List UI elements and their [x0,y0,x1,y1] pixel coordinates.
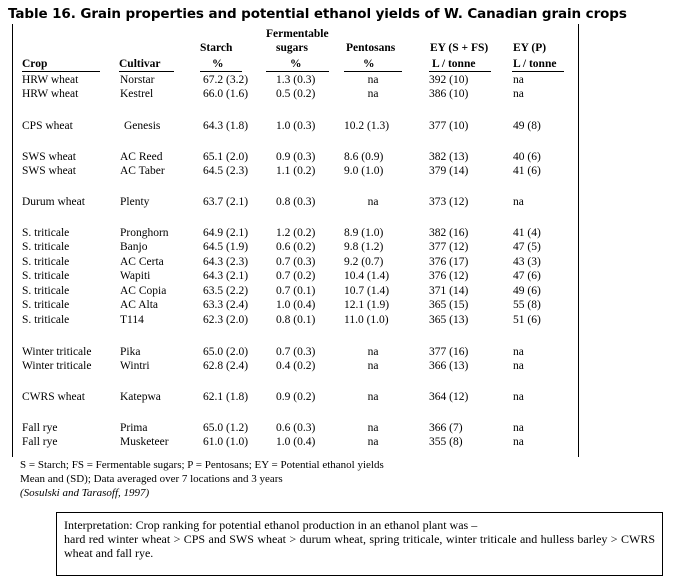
header-starch: Starch [200,42,233,54]
crop-cell: S. triticale [22,285,70,297]
crop-cell: HRW wheat [22,74,79,86]
table-row [13,226,578,240]
starch-cell: 64.9 (2.1) [203,227,249,239]
pentosans-cell: 8.9 (1.0) [344,227,384,239]
ey-p-cell: 55 (8) [513,299,541,311]
pentosans-cell: 10.7 (1.4) [344,285,390,297]
table-row [13,435,578,449]
crop-cell: CPS wheat [22,120,73,132]
ey-p-cell: 47 (5) [513,241,541,253]
crop-cell: S. triticale [22,270,70,282]
ey-p-underline [512,71,564,72]
header-ey-p-unit: L / tonne [513,58,557,70]
header-ey-sfs: EY (S + FS) [430,42,489,54]
starch-cell: 64.3 (1.8) [203,120,249,132]
pentosans-cell: na [367,88,379,100]
ey-p-cell: 41 (4) [513,227,541,239]
cultivar-cell: Musketeer [120,436,169,448]
ey-sfs-cell: 386 (10) [429,88,469,100]
header-starch-unit: % [212,58,224,70]
table-row [13,359,578,373]
cultivar-underline [119,71,174,72]
fermentable-sugars-cell: 0.9 (0.3) [276,151,316,163]
fermentable-sugars-cell: 0.9 (0.2) [276,391,316,403]
cultivar-cell: Norstar [120,74,155,86]
table-row [13,240,578,254]
header-ferm-top1: Fermentable [266,28,329,40]
cultivar-cell: AC Taber [120,165,165,177]
ey-sfs-cell: 373 (12) [429,196,469,208]
interpretation-line1: Interpretation: Crop ranking for potential ethanol production in an ethanol plant was – [64,518,478,532]
interpretation-box [56,512,663,576]
ey-p-cell: na [513,74,524,86]
header-ferm-top2: sugars [276,42,308,54]
ey-p-cell: 49 (8) [513,120,541,132]
starch-cell: 63.3 (2.4) [203,299,249,311]
ey-p-cell: 47 (6) [513,270,541,282]
starch-cell: 63.5 (2.2) [203,285,249,297]
starch-cell: 66.0 (1.6) [203,88,249,100]
ey-sfs-cell: 355 (8) [429,436,463,448]
starch-cell: 64.3 (2.3) [203,256,249,268]
cultivar-cell: Wapiti [120,270,151,282]
crop-cell: Fall rye [22,422,58,434]
fermentable-sugars-cell: 0.7 (0.1) [276,285,316,297]
ey-sfs-cell: 392 (10) [429,74,469,86]
ey-p-cell: na [513,346,524,358]
pentosans-cell: na [367,360,379,372]
ey-sfs-cell: 376 (12) [429,270,469,282]
table-title: Table 16. Grain properties and potential ethanol yields of W. Canadian grain crops [8,6,627,22]
ey-p-cell: na [513,436,524,448]
ey-p-cell: na [513,88,524,100]
table-row [13,313,578,327]
fermentable-sugars-cell: 0.4 (0.2) [276,360,316,372]
ey-sfs-underline [429,71,491,72]
ey-p-cell: na [513,391,524,403]
crop-cell: SWS wheat [22,151,76,163]
cultivar-cell: Prima [120,422,148,434]
pentosans-cell: 10.4 (1.4) [344,270,390,282]
fermentable-sugars-cell: 0.5 (0.2) [276,88,316,100]
table-row [13,255,578,269]
starch-cell: 65.0 (2.0) [203,346,249,358]
ey-p-cell: 49 (6) [513,285,541,297]
fermentable-sugars-cell: 1.2 (0.2) [276,227,316,239]
pentosans-cell: na [367,436,379,448]
crop-cell: Winter triticale [22,360,92,372]
starch-cell: 62.3 (2.0) [203,314,249,326]
ey-sfs-cell: 365 (15) [429,299,469,311]
header-cultivar: Cultivar [119,58,161,70]
cultivar-cell: AC Alta [120,299,159,311]
ey-sfs-cell: 366 (13) [429,360,469,372]
ey-sfs-cell: 366 (7) [429,422,463,434]
ferm-underline [266,71,329,72]
ey-sfs-cell: 377 (16) [429,346,469,358]
pentosans-cell: na [367,391,379,403]
cultivar-cell: Plenty [120,196,150,208]
pentosans-cell: 8.6 (0.9) [344,151,384,163]
pentosans-cell: 9.2 (0.7) [344,256,384,268]
fermentable-sugars-cell: 0.6 (0.3) [276,422,316,434]
ey-sfs-cell: 377 (10) [429,120,469,132]
ey-sfs-cell: 371 (14) [429,285,469,297]
cultivar-cell: Pronghorn [120,227,169,239]
fermentable-sugars-cell: 0.6 (0.2) [276,241,316,253]
cultivar-cell: Genesis [124,120,161,132]
fermentable-sugars-cell: 0.7 (0.3) [276,256,316,268]
fermentable-sugars-cell: 1.0 (0.4) [276,299,316,311]
crop-cell: SWS wheat [22,165,76,177]
ey-p-cell: 51 (6) [513,314,541,326]
cultivar-cell: Katepwa [120,391,161,403]
header-pent-unit: % [363,58,375,70]
crop-cell: S. triticale [22,241,70,253]
table-row [13,345,578,359]
cultivar-cell: T114 [120,314,144,326]
table-row [13,150,578,164]
cultivar-cell: AC Certa [120,256,164,268]
crop-cell: Durum wheat [22,196,85,208]
table-row [13,284,578,298]
crop-cell: S. triticale [22,256,70,268]
pentosans-cell: na [367,196,379,208]
pentosans-cell: 9.8 (1.2) [344,241,384,253]
table-row [13,87,578,101]
starch-cell: 62.8 (2.4) [203,360,249,372]
ey-sfs-cell: 365 (13) [429,314,469,326]
interpretation-line2: hard red winter wheat > CPS and SWS wheat > durum wheat, spring triticale, winter triticale and hulless barley > CWRS wheat and fall rye. [64,532,655,560]
ey-sfs-cell: 382 (13) [429,151,469,163]
ey-sfs-cell: 377 (12) [429,241,469,253]
pentosans-cell: 10.2 (1.3) [344,120,390,132]
table-row [13,298,578,312]
footnote-abbreviations: S = Starch; FS = Fermentable sugars; P = Pentosans; EY = Potential ethanol yields [20,459,384,471]
table-row [13,73,578,87]
crop-cell: CWRS wheat [22,391,85,403]
starch-cell: 64.3 (2.1) [203,270,249,282]
starch-cell: 65.0 (1.2) [203,422,249,434]
cultivar-cell: AC Reed [120,151,163,163]
fermentable-sugars-cell: 1.1 (0.2) [276,165,316,177]
ey-p-cell: 41 (6) [513,165,541,177]
starch-cell: 63.7 (2.1) [203,196,249,208]
pentosans-cell: 9.0 (1.0) [344,165,384,177]
ey-sfs-cell: 364 (12) [429,391,469,403]
cultivar-cell: Banjo [120,241,148,253]
table-row [13,195,578,209]
cultivar-cell: Wintri [120,360,150,372]
header-pentosans: Pentosans [346,42,396,54]
cultivar-cell: Kestrel [120,88,154,100]
fermentable-sugars-cell: 1.0 (0.4) [276,436,316,448]
ey-p-cell: na [513,360,524,372]
starch-cell: 61.0 (1.0) [203,436,249,448]
cultivar-cell: AC Copia [120,285,167,297]
crop-cell: Winter triticale [22,346,92,358]
pentosans-cell: na [367,74,379,86]
pentosans-cell: na [367,346,379,358]
data-table [12,24,579,457]
starch-underline [200,71,242,72]
table-row [13,390,578,404]
crop-underline [22,71,100,72]
ey-sfs-cell: 379 (14) [429,165,469,177]
ey-p-cell: 43 (3) [513,256,541,268]
crop-cell: S. triticale [22,299,70,311]
ey-sfs-cell: 382 (16) [429,227,469,239]
ey-p-cell: na [513,196,524,208]
fermentable-sugars-cell: 0.7 (0.3) [276,346,316,358]
fermentable-sugars-cell: 0.8 (0.3) [276,196,316,208]
pentosans-cell: na [367,422,379,434]
starch-cell: 64.5 (1.9) [203,241,249,253]
table-row [13,119,578,133]
ey-p-cell: na [513,422,524,434]
fermentable-sugars-cell: 1.0 (0.3) [276,120,316,132]
header-ey-sfs-unit: L / tonne [432,58,476,70]
ey-sfs-cell: 376 (17) [429,256,469,268]
footnote-source: (Sosulski and Tarasoff, 1997) [20,487,150,499]
ey-p-cell: 40 (6) [513,151,541,163]
starch-cell: 62.1 (1.8) [203,391,249,403]
footnote-mean-sd: Mean and (SD); Data averaged over 7 locations and 3 years [20,473,283,485]
crop-cell: S. triticale [22,314,70,326]
crop-cell: S. triticale [22,227,70,239]
fermentable-sugars-cell: 1.3 (0.3) [276,74,316,86]
fermentable-sugars-cell: 0.8 (0.1) [276,314,316,326]
starch-cell: 65.1 (2.0) [203,151,249,163]
table-row [13,164,578,178]
cultivar-cell: Pika [120,346,141,358]
header-crop: Crop [22,58,48,70]
pentosans-cell: 12.1 (1.9) [344,299,390,311]
starch-cell: 64.5 (2.3) [203,165,249,177]
pentosans-cell: 11.0 (1.0) [344,314,389,326]
pent-underline [344,71,402,72]
header-ey-p: EY (P) [513,42,547,54]
crop-cell: Fall rye [22,436,58,448]
table-row [13,269,578,283]
fermentable-sugars-cell: 0.7 (0.2) [276,270,316,282]
table-row [13,421,578,435]
crop-cell: HRW wheat [22,88,79,100]
starch-cell: 67.2 (3.2) [203,74,249,86]
header-ferm-unit: % [290,58,302,70]
